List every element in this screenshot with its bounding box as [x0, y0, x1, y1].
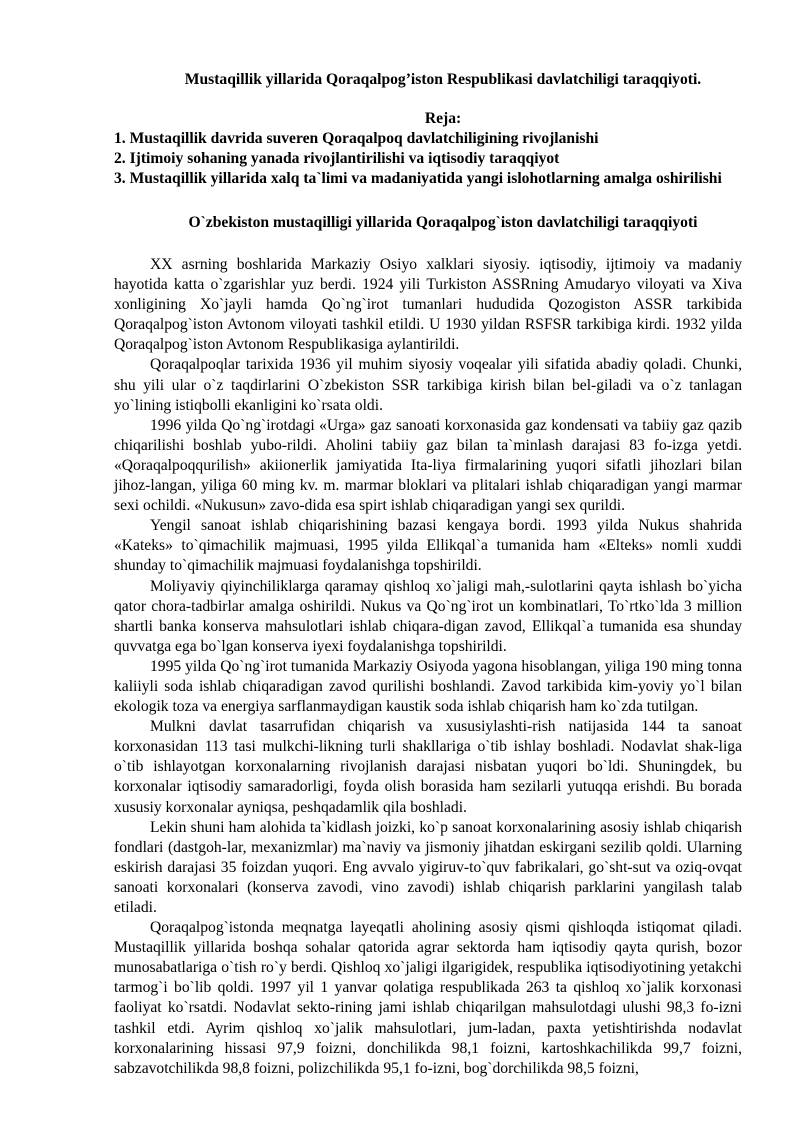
plan-list: [114, 129, 742, 189]
plan-item: 3. Mustaqillik yillarida xalq ta`limi va madaniyatida yangi islohotlarning amalga oshirilishi: [114, 170, 722, 187]
plan-heading: Reja:: [424, 110, 462, 127]
paragraph: Qoraqalpoqlar tarixida 1936 yil muhim siyosiy voqealar yili sifatida abadiy qoladi. Chunki, shu yili ular o`z taqdirlarini O`zbekiston SSR tarkibiga kirish bilan bel-giladi va o`z tanlagan yo`lining istiqbolli ekanligini ko`rsata oldi.: [114, 356, 742, 414]
paragraph: Moliyaviy qiyinchiliklarga qaramay qishloq xo`jaligi mah,-sulotlarini qayta ishlash bo`yicha qator chora-tadbirlar amalga oshirildi. Nukus va Qo`ng`irot un kombinatlari, To`rtko`lda 3 million shartli banka konserva mahsulotlari ishlab chiqara-digan zavod, Ellikqal`a tumanida esa shunday quvvatga ega bo`lgan konserva iyexi foydalanishga topshirildi.: [114, 577, 742, 655]
paragraph: 1996 yilda Qo`ng`irotdagi «Urga» gaz sanoati korxonasida gaz kondensati va tabiiy gaz qazib chiqarilishi boshlab yubo-rildi. Aholini tabiiy gaz bilan ta`minlash darajasi 83 fo-izga yetdi. «Qoraqalpoqqurilish» akiionerlik jamiyatida Ita-liya firmalarining yuqori sifatli jihozlari bilan jihoz-langan, yiliga 60 ming kv. m. marmar bloklari va plitalari ishlab chiqaradigan yangi marmar sexi ochildi. «Nukusun» zavo-dida esa spirt ishlab chiqaradigan yangi sex qurildi.: [114, 416, 742, 515]
plan-item: 2. Ijtimoiy sohaning yanada rivojlantirilishi va iqtisodiy taraqqiyot: [114, 150, 560, 167]
section-subtitle: O`zbekiston mustaqilligi yillarida Qoraqalpog`iston davlatchiligi taraqqiyoti: [188, 214, 698, 231]
paragraph: 1995 yilda Qo`ng`irot tumanida Markaziy Osiyoda yagona hisoblangan, yiliga 190 ming tonna kaliiyli soda ishlab chiqaradigan zavod qurilishi boshlandi. Zavod tarkibida kim-yoviy yo`l bilan ekologik toza va energiya sarflanmaydigan kaustik soda ishlab chiqarish ham ko`zda tutilgan.: [114, 657, 742, 716]
paragraph: XX asrning boshlarida Markaziy Osiyo xalklari siyosiy. iqtisodiy, ijtimoiy va madaniy hayotida katta o`zgarishlar yuz berdi. 1924 yili Turkiston ASSRning Amudaryo viloyati va Xiva xonligining Xo`jayli hamda Qo`ng`irot tumanlari hududida Qozogiston ASSR tarkibida Qoraqalpog`iston Avtonom viloyati tashkil etildi. U 1930 yildan RSFSR tarkibiga kirdi. 1932 yilda Qoraqalpog`iston Avtonom Respublikasiga aylantirildi.: [114, 256, 742, 354]
body-text: [114, 255, 742, 1079]
document-page: [114, 70, 742, 1079]
paragraph: Lekin shuni ham alohida ta`kidlash joizki, ko`p sanoat korxonalarining asosiy ishlab chiqarish fondlari (dastgoh-lar, mexanizmlar) ma`naviy va jismoniy jihatdan eskirgani sezilib qoldi. Ularning eskirish darajasi 35 foizdan yuqori. Eng avvalo yigiruv-to`quv fabrikalari, go`sht-sut va oziq-ovqat sanoati korxonalari (konserva zavodi, vino zavodi) ishlab chiqarish parklarini yangilash talab etiladi.: [114, 818, 742, 916]
paragraph: Mulkni davlat tasarrufidan chiqarish va xususiylashti-rish natijasida 144 ta sanoat korxonasidan 113 tasi mulkchi-likning turli shakllariga o`tib ishlay boshladi. Nodavlat shak-liga o`tib ishlayotgan korxonalarning rivojlanish darajasi nisbatan yuqori bo`ldi. Shuningdek, bu korxonalar iqtisodiy samaradorligi, foyda olish borasida ham sezilarli yutuqqa erishdi. Bu borada xususiy korxonalar ayniqsa, peshqadamlik qila boshladi.: [114, 718, 742, 816]
plan-item: 1. Mustaqillik davrida suveren Qoraqalpoq davlatchiligining rivojlanishi: [114, 130, 599, 147]
page-title: Mustaqillik yillarida Qoraqalpog’iston Respublikasi davlatchiligi taraqqiyoti.: [184, 71, 702, 88]
paragraph: Yengil sanoat ishlab chiqarishining bazasi kengaya bordi. 1993 yilda Nukus shahrida «Kateks» to`qimachilik majmuasi, 1995 yilda Ellikqal`a tumanida ham «Elteks» nomli xuddi shunday to`qimachilik majmuasi foydalanishga topshirildi.: [114, 517, 742, 575]
paragraph: Qoraqalpog`istonda meqnatga layeqatli aholining asosiy qismi qishloqda istiqomat qiladi. Mustaqillik yillarida boshqa sohalar qatorida agrar sektorda ham iqtisodiy qayta qurish, bozor munosabatlariga o`tish ro`y berdi. Qishloq xo`jaligi ilgarigidek, respublika iqtisodiyotining yetakchi tarmog`i bo`lib qoldi. 1997 yil 1 yanvar qolatiga respublikada 263 ta qishloq xo`jalik korxonasi faoliyat ko`rsatdi. Nodavlat sekto-rining jami ishlab chiqarilgan mahsulotdagi ulushi 98,3 fo-izni tashkil etdi. Ayrim qishloq xo`jalik mahsulotlari, jum-ladan, paxta yetishtirishda nodavlat korxonalarining hissasi 97,9 foizni, donchilikda 98,1 foizni, kartoshkachilikda 99,7 foizni, sabzavotchilikda 98,8 foizni, polizchilikda 95,1 fo-izni, bog`dorchilikda 98,5 foizni,: [114, 919, 742, 1077]
